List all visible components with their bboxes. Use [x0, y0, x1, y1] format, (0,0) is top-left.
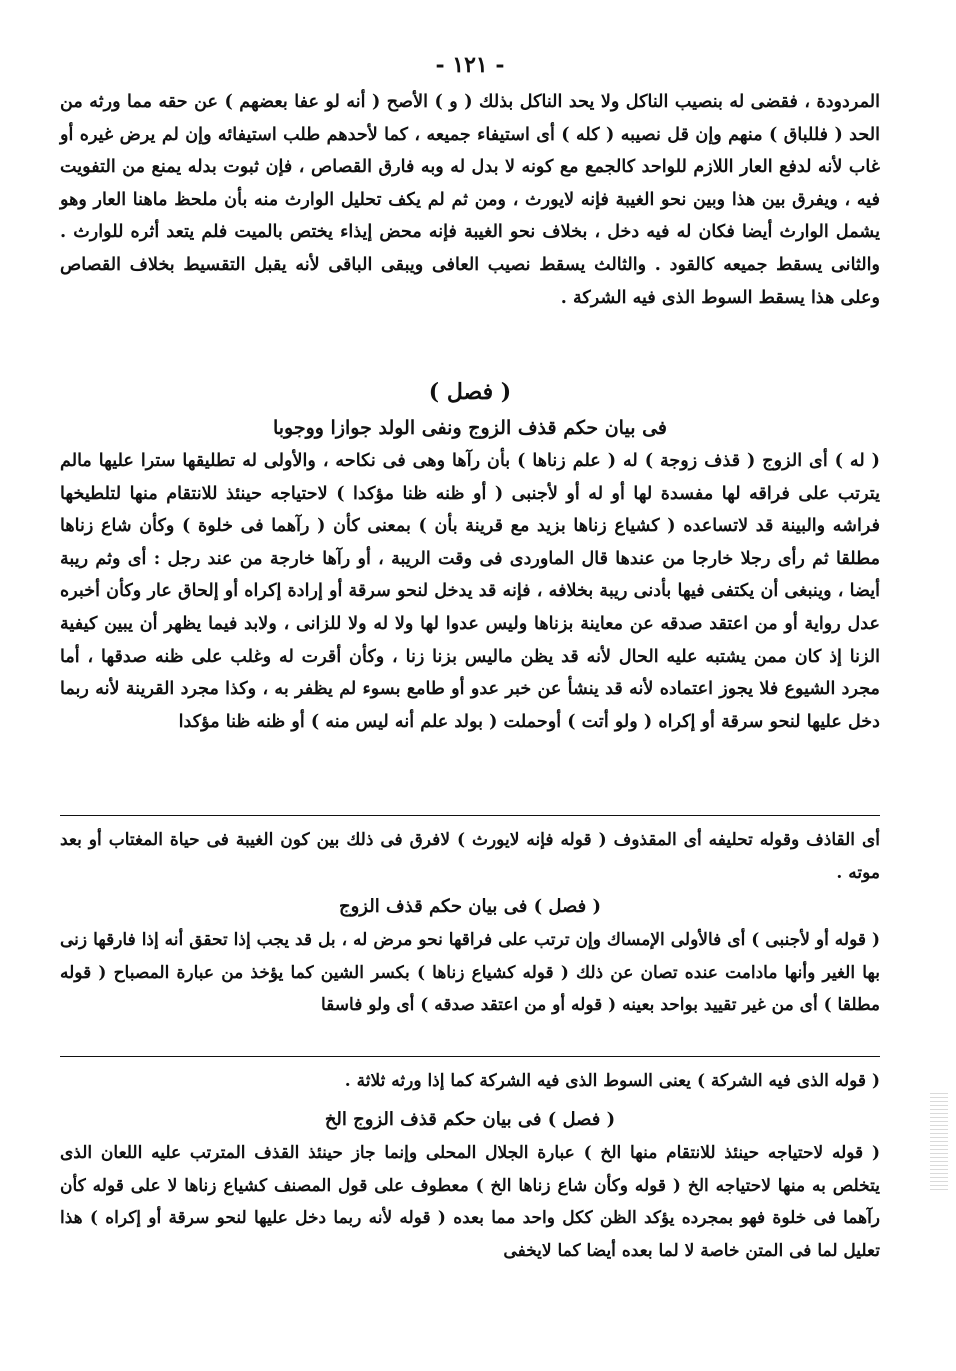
notes-block-2-line: [60, 1065, 880, 1103]
notes-2-paragraph: ( قوله لاحتياجه حينئذ للانتقام منها الخ ) عبارة الجلال المحلى وإنما جاز حينئذ القذف المترتب عليه اللعان الذى يتخلص به منها لاحتياجه الخ ( قوله وكأن شاع زناها الخ ) معطوف على قول المصنف كشياع زناها لا على قوله كأن رآهما فى خلوة فهو بمجرده يؤكد الظن ككل واحد مما بعده ( قوله لأنه ربما دخل عليها لنحو سرقة أو إكراه ) هذا تعليل لما فى المتن خاصة لا لما بعده أيضا كما لايخفى: [60, 1143, 880, 1261]
main-section-paragraph: ( له ) أى الزوج ( قذف زوجة ) له ( علم زناها ) بأن رآها وهى فى نكاحه ، والأولى له تطليقها سترا عليها مالم يترتب على فراقه لها مفسدة لها أو له أو لأجنبى ( أو ظنه ظنا مؤكدا ) لاحتياجه حينئذ للانتقام منها لتلطيخها فراشه والبينة قد لاتساعده ( كشياع زناها بزيد مع قرينة بأن ) بمعنى كأن ( رآهما فى خلوة ) وكأن شاع زناها مطلقا ثم رأى رجلا خارجا من عندها قال الماوردى فى وقت الريبة ، أو رآها خارجة من عند رجل : أى وثم ريبة أيضا ، وينبغى أن يكتفى فيها بأدنى ريبة بخلافه ، فإنه قد يدخل لنحو سرقة أو إرادة إكراه أو إلحاق عار وكأن أخبره عدل رواية أو من اعتقد صدقه عن معاينة بزناها وليس عدوا لها ولا له ولا للزانى ، ولابد فيما يظهر أن يبين كيفية الزنا إذ كان ممن يشتبه عليه الحال لأنه قد يظن ماليس بزنا زنا ، وكأن أقرت له وغلب على ظنه صدقها ، أما مجرد الشيوع فلا يجوز اعتماده لأنه قد ينشأ عن خبر عدو أو طامع بسوء لم يظفر به ، وكذا مجرد القرينة لأنه ربما دخل عليها لنحو سرقة أو إكراه ( ولو أتت ) أوحملت ( بولد علم أنه ليس منه ) أو ظنه ظنا مؤكدا: [60, 450, 880, 732]
notes-1-heading: ( فصل ) فى بيان حكم قذف الزوج: [339, 896, 601, 917]
notes-block-1: [60, 824, 880, 890]
page-number: - ١٢١ -: [435, 52, 505, 78]
main-section-body: [60, 445, 880, 801]
footnote-divider-2: [60, 1056, 880, 1057]
notes-2-line: ( قوله الذى فيه الشركة ) يعنى السوط الذى فيه الشركة كما إذا ورثه ثلاثة .: [344, 1071, 880, 1091]
main-intro-paragraph: المردودة ، فقضى له بنصيب الناكل ولا يحد الناكل بذلك ( و ) الأصح ( أنه لو عفا بعضهم ) عن حقه مما ورثه من الحد ( فللباق ) منهم وإن قل نصيبه ( كله ) أى استيفاء جميعه ، كما لأحدهم طلب استيفائه وإن لم يرض غيره أو غاب لأنه لدفع العار اللازم للواحد كالجمع مع كونه لا بدل له وبه فارق القصاص ، فإن ثبوت بدله يمنع من التفويت فيه ، ويفرق بين هذا وبين نحو الغيبة فإنه لايورث ، ومن ثم لم يكف تحليل الوارث منه بأن ملحظ ماهنا العار وهو يشمل الوارث أيضا فكان له فيه دخل ، بخلاف نحو الغيبة فإنه محض إيذاء يختص بالميت فلم يتعد أثره للوارث . والثانى يسقط جميعه كالقود . والثالث يسقط نصيب العافى ويبقى الباقى لأنه يقبل التقسيط بخلاف القصاص وعلى هذا يسقط السوط الذى فيه الشركة .: [60, 91, 880, 308]
section-heading: ( فصل ): [428, 379, 512, 405]
notes-1-paragraph: أى القاذف وقوله تحليفه أى المقذوف ( قوله فإنه لايورث ) لافرق فى ذلك بين كون الغيبة فى حياة المغتاب أو بعد موته .: [60, 830, 880, 883]
notes-2-heading: ( فصل ) فى بيان حكم قذف الزوج الخ: [324, 1109, 616, 1130]
main-intro-section: [60, 86, 880, 369]
notes-1-paragraph-2: ( قوله أو لأجنبى ) أى فالأولى الإمساك وإن ترتب على فراقها نحو مرض له ، بل قد يجب إذا تحقق أنه إذا فارقها زنى بها الغير وأنها مادامت عنده تصان عن ذلك ( قوله كشياع زناها ) بكسر الشين كما يؤخذ من عبارة المصباح ( قوله مطلقا ) أى من غير تقييد بواحد بعينه ( قوله أو من اعتقد صدقه ) أى ولو فاسقا: [60, 930, 880, 1015]
section-subheading: فى بيان حكم قذف الزوج ونفى الولد جوازا ووجوبا: [272, 417, 668, 439]
scan-edge-noise: [930, 1090, 948, 1190]
page: [60, 52, 880, 1307]
notes-block-1-body: [60, 924, 880, 1042]
footnote-divider-1: [60, 815, 880, 816]
notes-block-2-body: [60, 1137, 880, 1307]
